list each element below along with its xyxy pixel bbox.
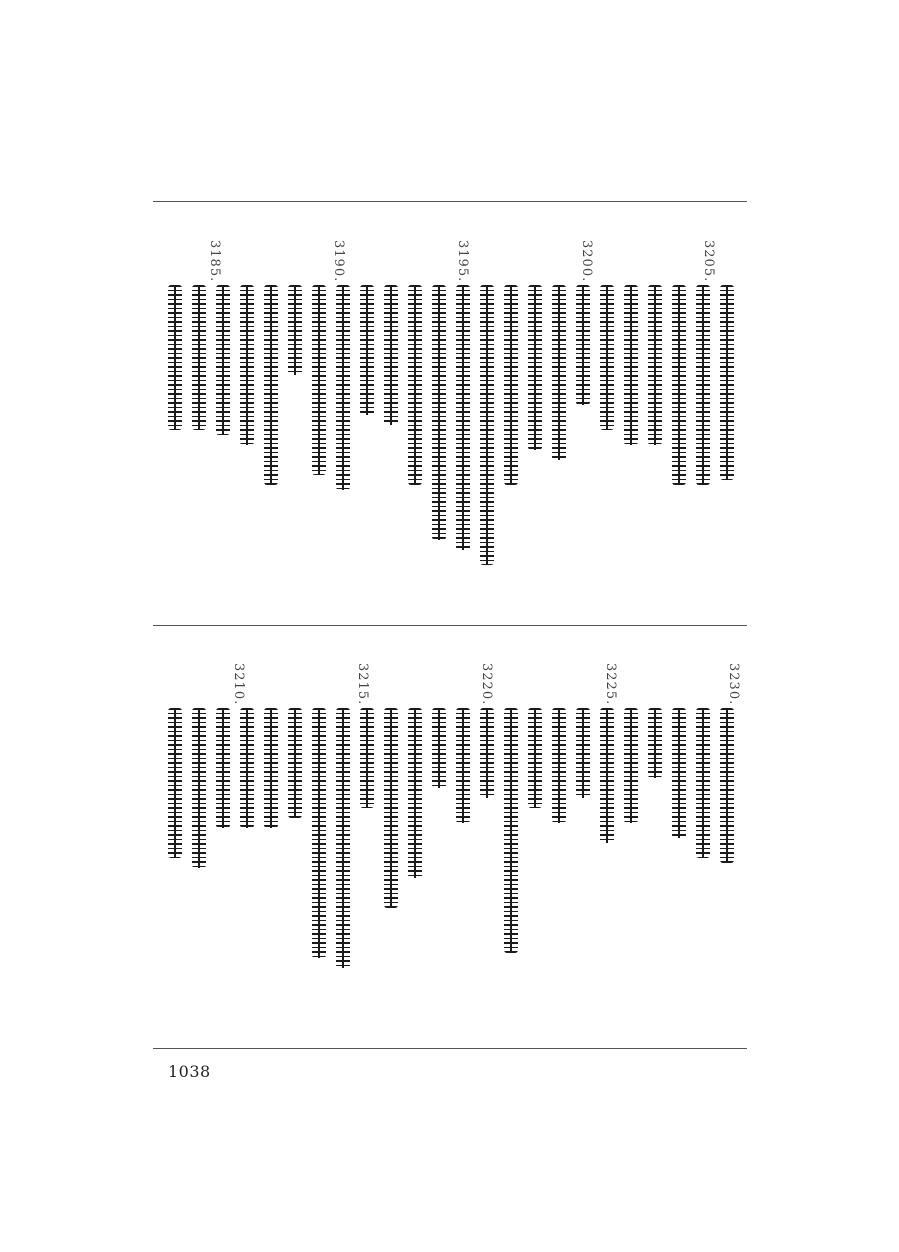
mongolian-script-column <box>240 285 254 445</box>
mongolian-script-column <box>528 285 542 450</box>
mongolian-script-column <box>264 285 278 485</box>
mongolian-script-column <box>360 708 374 808</box>
mongolian-script-column <box>456 285 470 550</box>
mongolian-script-column <box>384 708 398 908</box>
mongolian-script-column <box>360 285 374 415</box>
mongolian-script-column <box>336 285 350 490</box>
line-number: 3230. <box>726 663 741 706</box>
mongolian-script-column <box>216 285 230 435</box>
mongolian-script-column <box>696 285 710 485</box>
mongolian-script-column <box>672 708 686 838</box>
mongolian-script-column <box>192 285 206 430</box>
mongolian-script-column <box>648 708 662 778</box>
mongolian-script-column <box>504 708 518 953</box>
mongolian-script-column <box>432 285 446 540</box>
mongolian-script-column <box>168 285 182 430</box>
line-number: 3225. <box>603 663 618 706</box>
bottom-rule <box>153 1048 747 1049</box>
mongolian-script-column <box>720 708 734 863</box>
page-number: 1038 <box>168 1062 211 1081</box>
mongolian-script-column <box>456 708 470 823</box>
mongolian-script-column <box>288 708 302 818</box>
mongolian-script-column <box>720 285 734 480</box>
mongolian-script-column <box>216 708 230 828</box>
mongolian-script-column <box>672 285 686 485</box>
line-number: 3200. <box>579 240 594 283</box>
mongolian-script-column <box>576 708 590 798</box>
mongolian-script-column <box>528 708 542 808</box>
mongolian-script-column <box>408 708 422 878</box>
line-number: 3185. <box>207 240 222 283</box>
line-number: 3220. <box>479 663 494 706</box>
line-number: 3190. <box>331 240 346 283</box>
line-number: 3210. <box>231 663 246 706</box>
mongolian-script-column <box>432 708 446 788</box>
top-rule <box>153 201 747 202</box>
mongolian-script-column <box>288 285 302 375</box>
line-number: 3195. <box>455 240 470 283</box>
mongolian-script-column <box>312 285 326 475</box>
mongolian-script-column <box>576 285 590 405</box>
line-number: 3215. <box>355 663 370 706</box>
mongolian-script-column <box>480 708 494 798</box>
mongolian-script-column <box>624 285 638 445</box>
mongolian-script-column <box>600 708 614 843</box>
mongolian-script-column <box>240 708 254 828</box>
mongolian-script-column <box>312 708 326 958</box>
mongolian-script-column <box>504 285 518 485</box>
middle-rule <box>153 625 747 626</box>
mongolian-script-column <box>336 708 350 968</box>
mongolian-script-column <box>552 285 566 460</box>
mongolian-script-column <box>480 285 494 565</box>
mongolian-script-column <box>384 285 398 425</box>
mongolian-script-column <box>624 708 638 823</box>
mongolian-script-column <box>408 285 422 485</box>
mongolian-script-column <box>552 708 566 823</box>
mongolian-script-column <box>168 708 182 858</box>
line-number: 3205. <box>701 240 716 283</box>
mongolian-script-column <box>696 708 710 858</box>
mongolian-script-column <box>192 708 206 868</box>
mongolian-script-column <box>600 285 614 430</box>
mongolian-script-column <box>264 708 278 828</box>
mongolian-script-column <box>648 285 662 445</box>
